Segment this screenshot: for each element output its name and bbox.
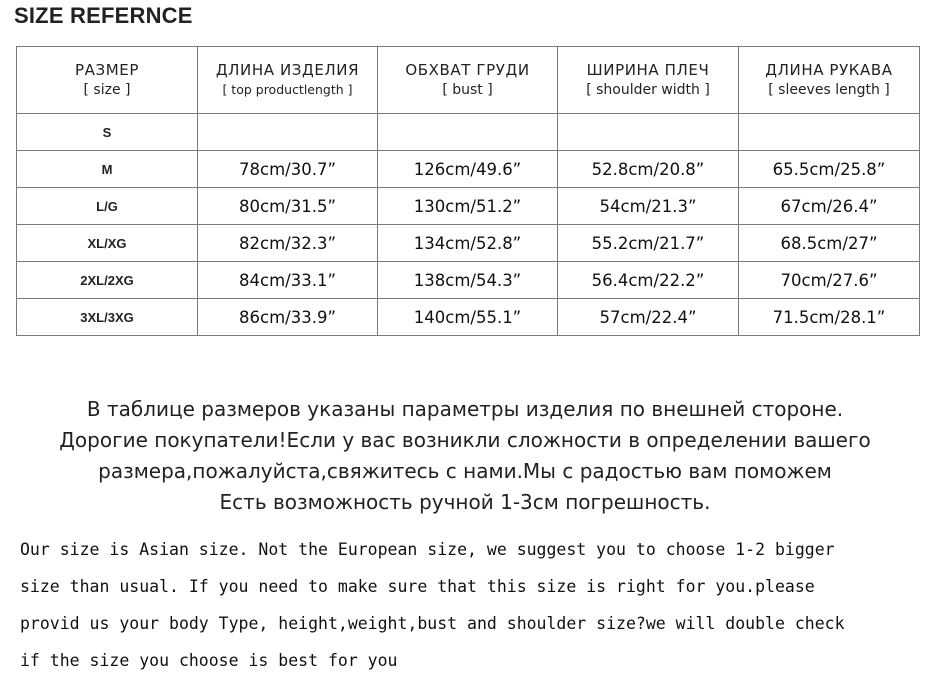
header-main-label: ДЛИНА ИЗДЕЛИЯ	[215, 61, 360, 79]
length-cell: 82cm/32.3”	[198, 225, 378, 262]
header-main-label: РАЗМЕР	[75, 61, 139, 79]
shoulder-cell	[558, 114, 739, 151]
header-main-label: ОБХВАТ ГРУДИ	[405, 61, 530, 79]
shoulder-cell: 55.2cm/21.7”	[558, 225, 739, 262]
header-sub-label: [ top productlength ]	[222, 82, 353, 97]
header-top-length	[198, 47, 378, 114]
header-sleeve-length	[739, 47, 920, 114]
english-note-line: size than usual. If you need to make sure that this size is right for you.please	[20, 577, 815, 596]
sleeve-cell: 67cm/26.4”	[739, 188, 920, 225]
bust-cell	[378, 114, 558, 151]
bust-cell: 134cm/52.8”	[378, 225, 558, 262]
russian-note-line: Дорогие покупатели!Если у вас возникли сложности в определении вашего	[59, 428, 871, 452]
bust-cell: 130cm/51.2”	[378, 188, 558, 225]
size-cell: XL/XG	[17, 225, 198, 262]
bust-cell: 140cm/55.1”	[378, 299, 558, 336]
page-title: SIZE REFERNCE	[14, 3, 193, 28]
length-cell: 86cm/33.9”	[198, 299, 378, 336]
bust-cell: 126cm/49.6”	[378, 151, 558, 188]
header-size	[17, 47, 198, 114]
size-cell: 2XL/2XG	[17, 262, 198, 299]
russian-note-line: Есть возможность ручной 1-3см погрешность.	[219, 490, 711, 514]
russian-note	[0, 394, 930, 518]
shoulder-cell: 57cm/22.4”	[558, 299, 739, 336]
header-main-label: ШИРИНА ПЛЕЧ	[586, 61, 710, 79]
english-note-line: if the size you choose is best for you	[20, 651, 398, 670]
size-table	[16, 46, 920, 336]
header-sub-label: [ shoulder width ]	[586, 82, 710, 98]
shoulder-cell: 52.8cm/20.8”	[558, 151, 739, 188]
header-bust	[378, 47, 558, 114]
header-main-label: ДЛИНА РУКАВА	[765, 61, 893, 79]
size-cell: M	[17, 151, 198, 188]
size-cell: L/G	[17, 188, 198, 225]
table-row	[17, 299, 920, 336]
table-row	[17, 114, 920, 151]
length-cell	[198, 114, 378, 151]
russian-note-line: размера,пожалуйста,свяжитесь с нами.Мы с радостью вам поможем	[98, 459, 832, 483]
table-row	[17, 225, 920, 262]
sleeve-cell: 68.5cm/27”	[739, 225, 920, 262]
length-cell: 84cm/33.1”	[198, 262, 378, 299]
table-row	[17, 262, 920, 299]
shoulder-cell: 54cm/21.3”	[558, 188, 739, 225]
sleeve-cell: 65.5cm/25.8”	[739, 151, 920, 188]
sleeve-cell: 70cm/27.6”	[739, 262, 920, 299]
header-sub-label: [ size ]	[83, 82, 131, 98]
english-note-line: provid us your body Type, height,weight,bust and shoulder size?we will double check	[20, 614, 845, 633]
header-sub-label: [ sleeves length ]	[768, 82, 890, 98]
table-row	[17, 151, 920, 188]
shoulder-cell: 56.4cm/22.2”	[558, 262, 739, 299]
header-sub-label: [ bust ]	[442, 82, 493, 98]
sleeve-cell	[739, 114, 920, 151]
header-shoulder-width	[558, 47, 739, 114]
length-cell: 78cm/30.7”	[198, 151, 378, 188]
bust-cell: 138cm/54.3”	[378, 262, 558, 299]
length-cell: 80cm/31.5”	[198, 188, 378, 225]
sleeve-cell: 71.5cm/28.1”	[739, 299, 920, 336]
russian-note-line: В таблице размеров указаны параметры изделия по внешней стороне.	[86, 397, 844, 421]
size-cell: S	[17, 114, 198, 151]
english-note-line: Our size is Asian size. Not the European size, we suggest you to choose 1-2 bigger	[20, 540, 835, 559]
english-note	[20, 531, 920, 679]
table-row	[17, 188, 920, 225]
size-cell: 3XL/3XG	[17, 299, 198, 336]
table-header-row	[17, 47, 920, 114]
